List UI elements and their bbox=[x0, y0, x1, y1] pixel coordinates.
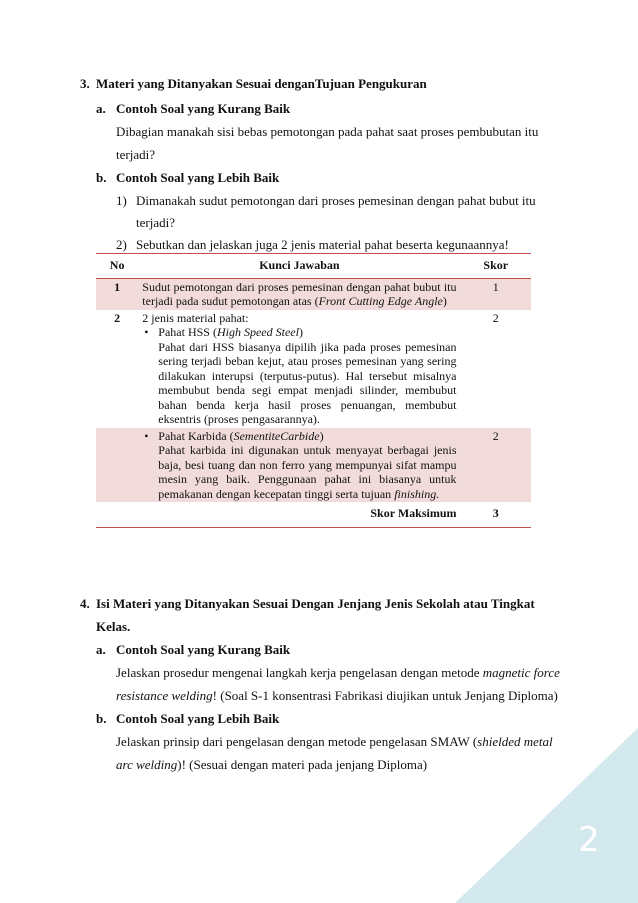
section-4-title-line2: Kelas. bbox=[96, 619, 131, 634]
section-3b2-number: 2) bbox=[116, 237, 127, 252]
row-1-text-end: ) bbox=[442, 294, 447, 308]
row-2-answer bbox=[138, 310, 460, 428]
table-row bbox=[96, 428, 531, 503]
section-4b-line1-text: Jelaskan prinsip dari pengelasan dengan metode pengelasan SMAW ( bbox=[116, 734, 478, 749]
section-4a-line1 bbox=[116, 665, 560, 681]
section-3b-label: b. bbox=[96, 170, 107, 185]
hss-bullet-item bbox=[142, 325, 456, 427]
karbida-bullet-item bbox=[142, 429, 456, 502]
section-3b2-line: Sebutkan dan jelaskan juga 2 jenis material pahat beserta kegunaannya! bbox=[136, 237, 509, 252]
row-1-answer bbox=[138, 278, 460, 310]
row-1-number: 1 bbox=[96, 278, 138, 310]
section-4b-line1 bbox=[116, 734, 553, 750]
hss-heading-italic: High Speed Steel bbox=[216, 325, 299, 339]
section-4a-line1-text: Jelaskan prosedur mengenai langkah kerja pengelasan dengan metode bbox=[116, 665, 483, 680]
section-3b-title: Contoh Soal yang Lebih Baik bbox=[116, 170, 280, 185]
bullet-icon: • bbox=[144, 325, 149, 339]
hss-description: Pahat dari HSS biasanya dipilih jika pada proses pemesinan sering terjadi beban kejut, atau proses pemesinan yang sering dilakukan interupsi (terputus-putus). Hal tersebut misalnya membubut benda segi empat menjadi silinder, membubut bahan benda kerja hasil proses penuangan, membubut eksentris (proses pengasarannya). bbox=[158, 339, 457, 426]
row-1-score: 1 bbox=[461, 278, 532, 310]
header-no: No bbox=[96, 254, 138, 279]
row-1-text: Sudut pemotongan dari proses pemesinan dengan pahat bubut itu terjadi pada sudut pemotongan atas ( bbox=[142, 279, 457, 308]
section-3a-line2: terjadi? bbox=[116, 147, 155, 162]
section-4b-label: b. bbox=[96, 711, 107, 726]
karbida-heading-end: ) bbox=[319, 428, 324, 443]
row-2-score: 2 bbox=[492, 310, 499, 325]
row-3-score: 2 bbox=[461, 428, 532, 503]
karbida-description bbox=[158, 443, 456, 501]
section-4-number: 4. bbox=[80, 596, 90, 611]
section-4b-line1-italic: shielded metal bbox=[477, 734, 553, 749]
hss-heading bbox=[158, 325, 456, 340]
section-4b-line2-italic: arc welding bbox=[116, 757, 178, 772]
section-4b-title: Contoh Soal yang Lebih Baik bbox=[116, 711, 280, 726]
table-header-row bbox=[96, 254, 531, 279]
section-4a-line2-text: ! (Soal S-1 konsentrasi Fabrikasi diujikan untuk Jenjang Diploma) bbox=[212, 688, 558, 703]
table-row bbox=[96, 310, 531, 428]
row-1-italic: Front Cutting Edge Angle bbox=[318, 294, 443, 308]
row-3-answer bbox=[138, 428, 460, 503]
karbida-description-italic: finishing. bbox=[394, 486, 440, 501]
section-4a-line2-italic: resistance welding bbox=[116, 688, 213, 703]
section-3a-line1: Dibagian manakah sisi bebas pemotongan pada pahat saat proses pembubutan itu bbox=[116, 124, 539, 139]
page-number: 2 bbox=[578, 820, 600, 860]
hss-heading-end: ) bbox=[298, 325, 303, 339]
karbida-heading-italic: SementiteCarbide bbox=[233, 428, 320, 443]
section-4a-line1-italic: magnetic force bbox=[482, 665, 560, 680]
row-2-number: 2 bbox=[114, 310, 121, 325]
total-value: 3 bbox=[461, 502, 532, 527]
section-3a-title: Contoh Soal yang Kurang Baik bbox=[116, 101, 291, 116]
section-3-number: 3. bbox=[80, 76, 90, 91]
section-3b1-number: 1) bbox=[116, 193, 127, 208]
total-label: Skor Maksimum bbox=[138, 502, 460, 527]
section-4b-line2-text: )! (Sesuai dengan materi pada jenjang Diploma) bbox=[177, 757, 428, 772]
karbida-heading bbox=[158, 429, 456, 444]
hss-heading-text: Pahat HSS ( bbox=[158, 325, 217, 339]
section-3a-label: a. bbox=[96, 101, 106, 116]
karbida-heading-text: Pahat Karbida ( bbox=[158, 428, 234, 443]
section-4b-line2 bbox=[116, 757, 427, 773]
section-3b1-line1: Dimanakah sudut pemotongan dari proses pemesinan dengan pahat bubut itu bbox=[136, 193, 536, 208]
table-row bbox=[96, 278, 531, 310]
section-4a-title: Contoh Soal yang Kurang Baik bbox=[116, 642, 291, 657]
section-3-title: Materi yang Ditanyakan Sesuai denganTujuan Pengukuran bbox=[96, 76, 427, 91]
section-4a-label: a. bbox=[96, 642, 106, 657]
header-skor: Skor bbox=[461, 254, 532, 279]
total-empty-cell bbox=[96, 502, 138, 527]
section-4a-line2 bbox=[116, 688, 558, 704]
row-3-number bbox=[96, 428, 138, 503]
karbida-description-text: Pahat karbida ini digunakan untuk menyayat berbagai jenis baja, besi tuang dan non ferro yang mempunyai sifat mampu mesin yang baik. Penggunaan pahat ini biasanya untuk pemakanan dengan kecepatan tinggi serta tujuan bbox=[158, 443, 457, 501]
table-total-row bbox=[96, 502, 531, 527]
bullet-icon: • bbox=[144, 428, 149, 443]
answer-key-table bbox=[96, 253, 531, 528]
section-3b1-line2: terjadi? bbox=[136, 215, 175, 230]
header-kunci-jawaban: Kunci Jawaban bbox=[138, 254, 460, 279]
section-4-title-line1: Isi Materi yang Ditanyakan Sesuai Dengan Jenjang Jenis Sekolah atau Tingkat bbox=[96, 596, 535, 611]
row-2-intro: 2 jenis material pahat: bbox=[142, 310, 249, 325]
